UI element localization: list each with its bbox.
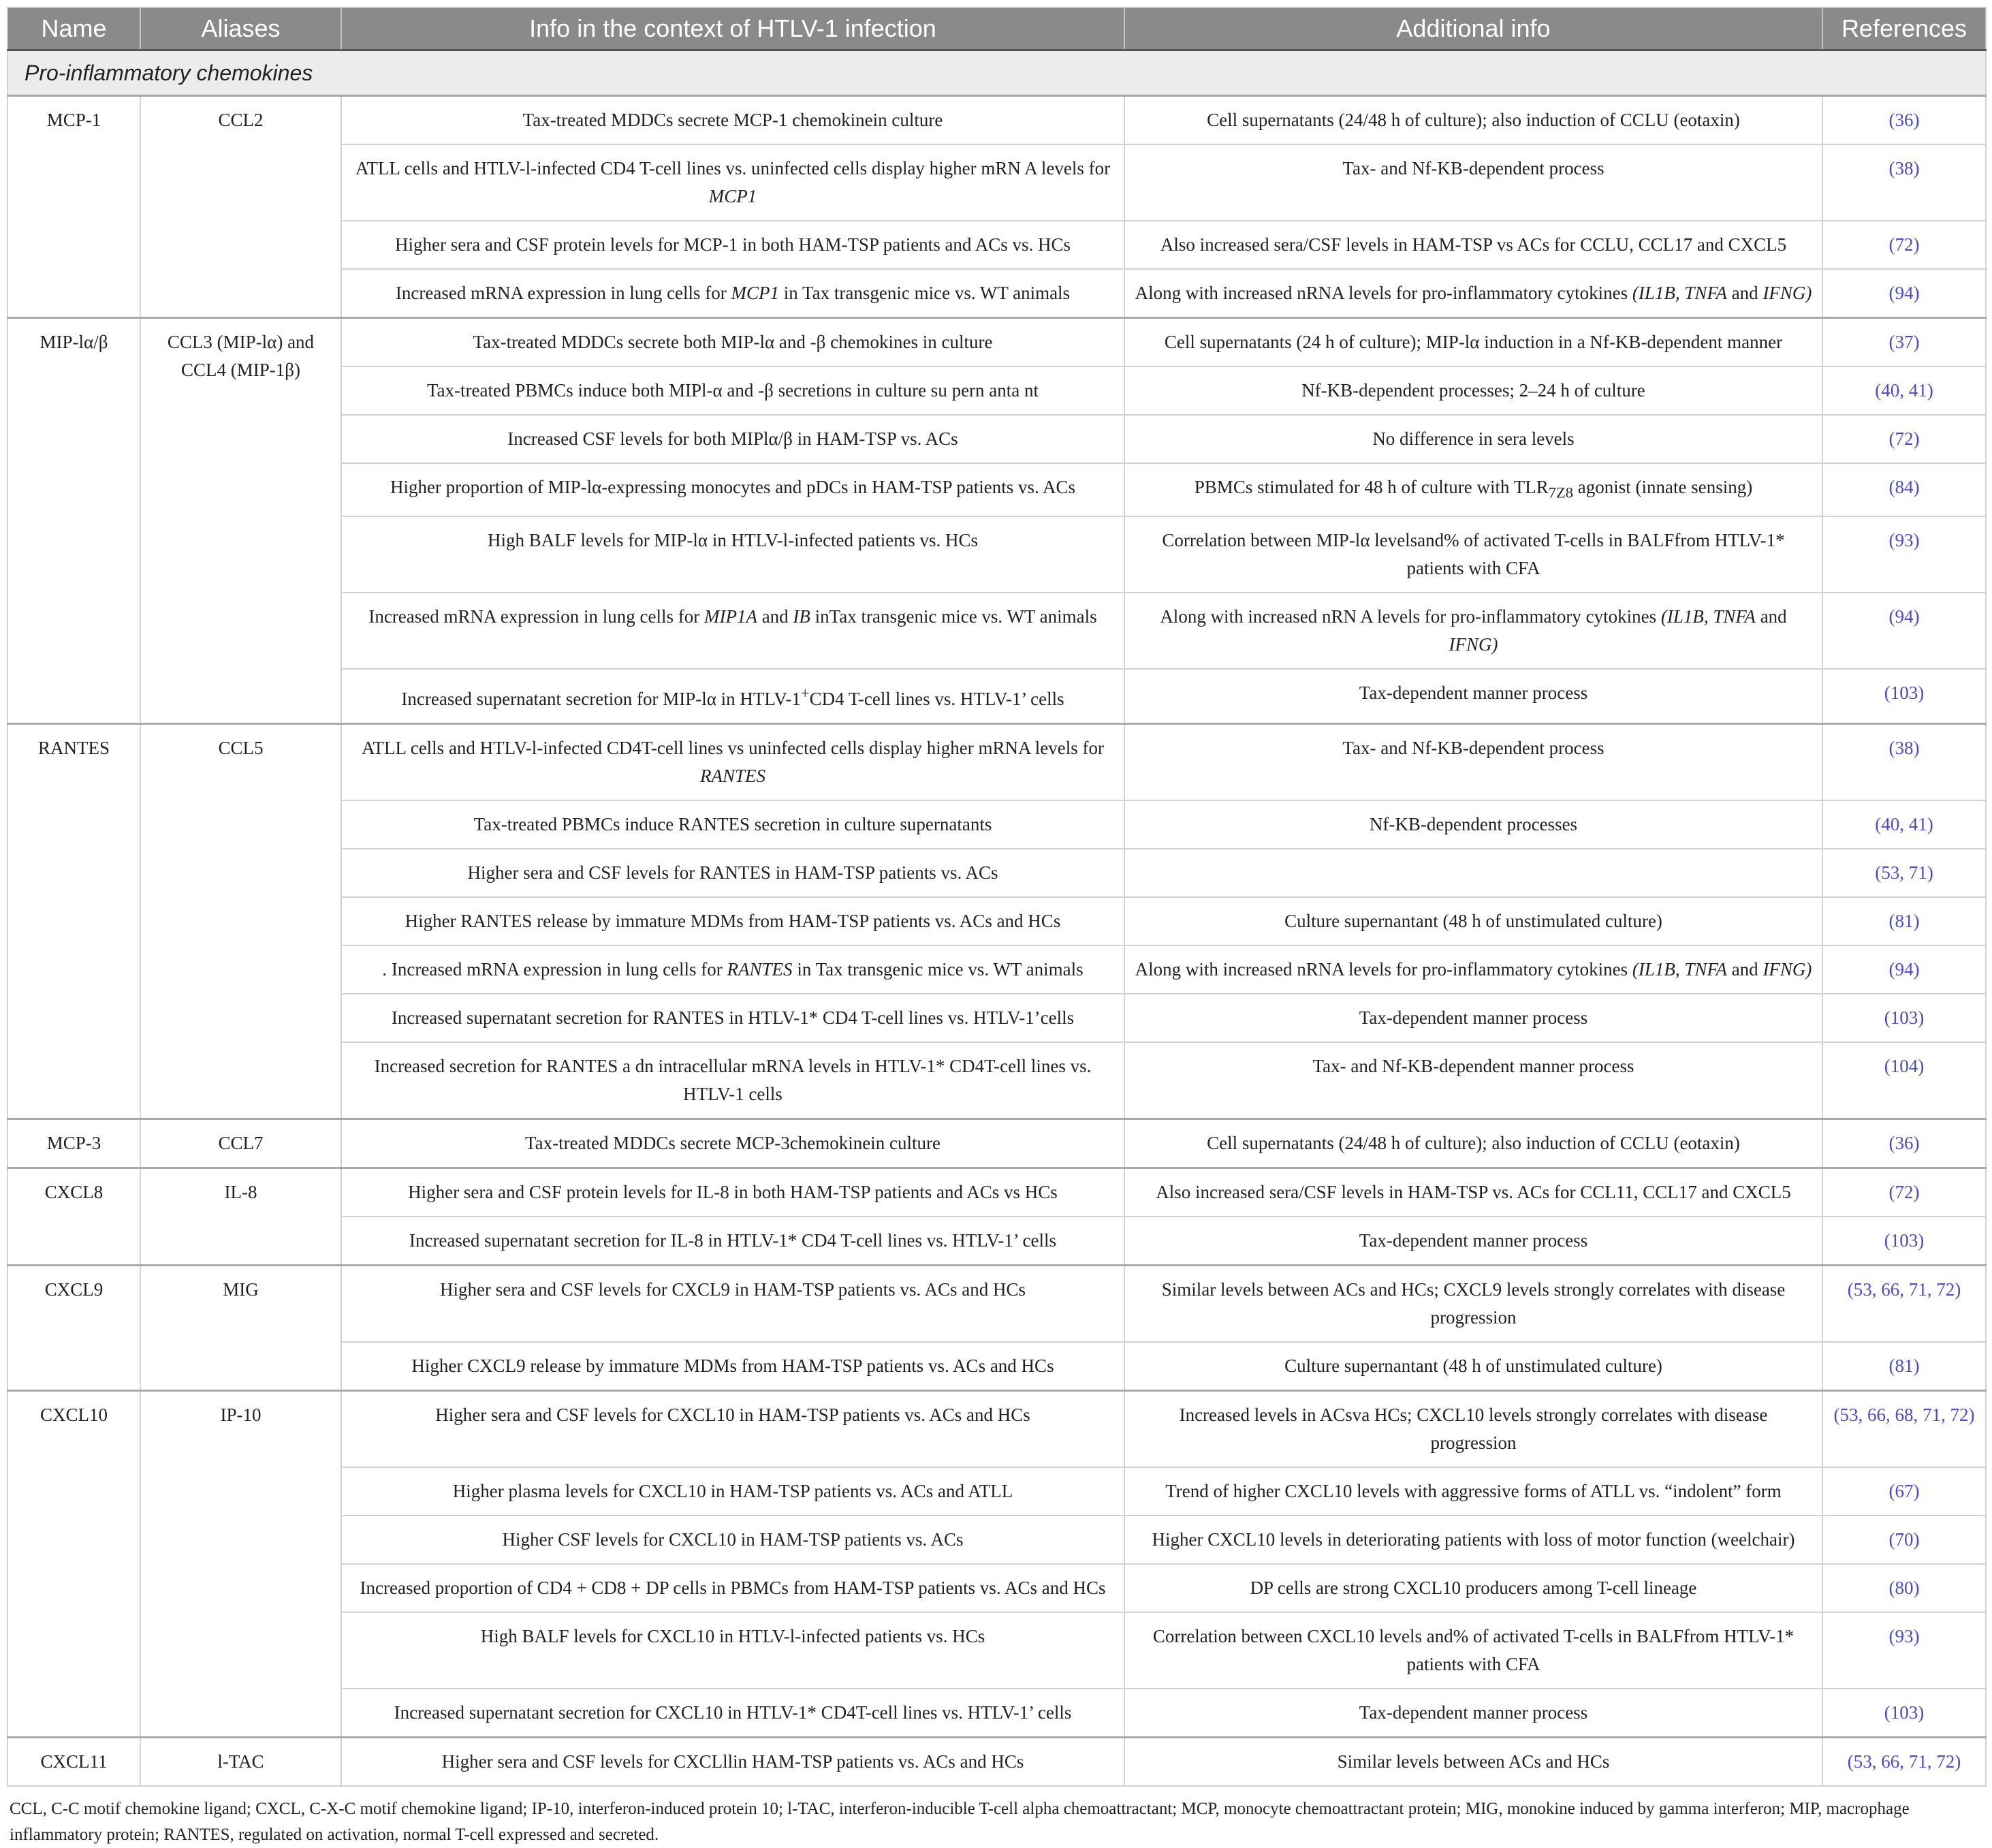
additional-info-cell: Cell supernatants (24 h of culture); MIP-lα induction in a Nf-KB-dependent manner xyxy=(1124,318,1822,367)
header-references: References xyxy=(1822,7,1986,50)
additional-info-cell: Tax-dependent manner process xyxy=(1124,994,1822,1042)
references-link[interactable]: (53, 66, 71, 72) xyxy=(1822,1738,1986,1787)
chemokine-name: MCP-1 xyxy=(7,96,140,318)
references-link[interactable]: (104) xyxy=(1822,1042,1986,1119)
chemokine-name: CXCL10 xyxy=(7,1391,140,1738)
chemokine-aliases: IP-10 xyxy=(140,1391,341,1738)
info-cell: ATLL cells and HTLV-l-infected CD4T-cell lines vs uninfected cells display higher mRNA levels for RANTES xyxy=(341,724,1124,801)
additional-info-cell: Tax-dependent manner process xyxy=(1124,1217,1822,1266)
additional-info-cell: Along with increased nRNA levels for pro-inflammatory cytokines (IL1B, TNFA and IFNG) xyxy=(1124,269,1822,318)
chemokine-aliases: CCL2 xyxy=(140,96,341,318)
references-link[interactable]: (36) xyxy=(1822,96,1986,145)
references-link[interactable]: (72) xyxy=(1822,221,1986,269)
additional-info-cell: Cell supernatants (24/48 h of culture); also induction of CCLU (eotaxin) xyxy=(1124,1119,1822,1168)
additional-info-cell: No difference in sera levels xyxy=(1124,415,1822,463)
references-link[interactable]: (40, 41) xyxy=(1822,366,1986,415)
references-link[interactable]: (70) xyxy=(1822,1516,1986,1564)
info-cell: Tax-treated MDDCs secrete both MIP-lα and -β chemokines in culture xyxy=(341,318,1124,367)
info-cell: Higher sera and CSF protein levels for MCP-1 in both HAM-TSP patients and ACs vs. HCs xyxy=(341,221,1124,269)
references-link[interactable]: (81) xyxy=(1822,897,1986,945)
chemokine-table-container xyxy=(7,7,1985,1848)
section-title: Pro-inflammatory chemokines xyxy=(7,50,1986,96)
info-cell: High BALF levels for MIP-lα in HTLV-l-infected patients vs. HCs xyxy=(341,516,1124,593)
info-cell: Higher CSF levels for CXCL10 in HAM-TSP patients vs. ACs xyxy=(341,1516,1124,1564)
chemokine-name: CXCL9 xyxy=(7,1266,140,1391)
references-link[interactable]: (53, 71) xyxy=(1822,849,1986,897)
additional-info-cell: Increased levels in ACsva HCs; CXCL10 levels strongly correlates with disease progression xyxy=(1124,1391,1822,1468)
chemokine-aliases: MIG xyxy=(140,1266,341,1391)
info-cell: Higher CXCL9 release by immature MDMs from HAM-TSP patients vs. ACs and HCs xyxy=(341,1342,1124,1391)
references-link[interactable]: (38) xyxy=(1822,144,1986,221)
table-row xyxy=(7,1119,1986,1168)
chemokine-aliases: IL-8 xyxy=(140,1168,341,1266)
info-cell: Tax-treated PBMCs induce RANTES secretion in culture supernatants xyxy=(341,800,1124,849)
info-cell: Higher sera and CSF levels for CXCL9 in HAM-TSP patients vs. ACs and HCs xyxy=(341,1266,1124,1343)
info-cell: . Increased mRNA expression in lung cells for RANTES in Tax transgenic mice vs. WT animals xyxy=(341,945,1124,994)
references-link[interactable]: (103) xyxy=(1822,1217,1986,1266)
references-link[interactable]: (94) xyxy=(1822,269,1986,318)
additional-info-cell: Tax- and Nf-KB-dependent process xyxy=(1124,144,1822,221)
additional-info-cell: Nf-KB-dependent processes; 2–24 h of culture xyxy=(1124,366,1822,415)
additional-info-cell: Tax- and Nf-KB-dependent manner process xyxy=(1124,1042,1822,1119)
references-link[interactable]: (53, 66, 68, 71, 72) xyxy=(1822,1391,1986,1468)
table-body xyxy=(7,50,1986,1787)
additional-info-cell: Trend of higher CXCL10 levels with aggressive forms of ATLL vs. “indolent” form xyxy=(1124,1467,1822,1516)
references-link[interactable]: (53, 66, 71, 72) xyxy=(1822,1266,1986,1343)
additional-info-cell: Along with increased nRN A levels for pro-inflammatory cytokines (IL1B, TNFA and IFNG) xyxy=(1124,593,1822,669)
info-cell: Increased secretion for RANTES a dn intracellular mRNA levels in HTLV-1* CD4T-cell lines vs. HTLV-1 cells xyxy=(341,1042,1124,1119)
additional-info-cell: Tax-dependent manner process xyxy=(1124,669,1822,724)
info-cell: Higher sera and CSF levels for CXCLllin HAM-TSP patients vs. ACs and HCs xyxy=(341,1738,1124,1787)
references-link[interactable]: (37) xyxy=(1822,318,1986,367)
additional-info-cell: Correlation between CXCL10 levels and% of activated T-cells in BALFfrom HTLV-1* patients with CFA xyxy=(1124,1612,1822,1689)
references-link[interactable]: (103) xyxy=(1822,669,1986,724)
header-additional-info: Additional info xyxy=(1124,7,1822,50)
additional-info-cell: Tax-dependent manner process xyxy=(1124,1689,1822,1738)
references-link[interactable]: (72) xyxy=(1822,1168,1986,1217)
additional-info-cell: PBMCs stimulated for 48 h of culture with $TLR_{7Z8}$ agonist (innate sensing) xyxy=(1124,463,1822,516)
additional-info-cell: Tax- and Nf-KB-dependent process xyxy=(1124,724,1822,801)
info-cell: ATLL cells and HTLV-l-infected CD4 T-cell lines vs. uninfected cells display higher mRN A levels for MCP1 xyxy=(341,144,1124,221)
chemokine-table xyxy=(7,7,1987,1787)
info-cell: Tax-treated MDDCs secrete MCP-3chemokinein culture xyxy=(341,1119,1124,1168)
chemokine-aliases: CCL3 (MIP-lα) and CCL4 (MIP-1β) xyxy=(140,318,341,724)
info-cell: Increased supernatant secretion for CXCL10 in HTLV-1* CD4T-cell lines vs. HTLV-1’ cells xyxy=(341,1689,1124,1738)
header-row xyxy=(7,7,1986,50)
table-header xyxy=(7,7,1986,50)
additional-info-cell: Similar levels between ACs and HCs xyxy=(1124,1738,1822,1787)
info-cell: Increased proportion of CD4 + CD8 + DP cells in PBMCs from HAM-TSP patients vs. ACs and HCs xyxy=(341,1564,1124,1612)
chemokine-name: MIP-lα/β xyxy=(7,318,140,724)
info-cell: Higher sera and CSF levels for CXCL10 in HAM-TSP patients vs. ACs and HCs xyxy=(341,1391,1124,1468)
table-row xyxy=(7,1738,1986,1787)
header-name: Name xyxy=(7,7,140,50)
additional-info-cell: Cell supernatants (24/48 h of culture); also induction of CCLU (eotaxin) xyxy=(1124,96,1822,145)
additional-info-cell xyxy=(1124,849,1822,897)
chemokine-aliases: l-TAC xyxy=(140,1738,341,1787)
info-cell: Tax-treated MDDCs secrete MCP-1 chemokinein culture xyxy=(341,96,1124,145)
info-cell: Higher plasma levels for CXCL10 in HAM-TSP patients vs. ACs and ATLL xyxy=(341,1467,1124,1516)
header-aliases: Aliases xyxy=(140,7,341,50)
table-row xyxy=(7,724,1986,801)
references-link[interactable]: (103) xyxy=(1822,994,1986,1042)
info-cell: Higher sera and CSF levels for RANTES in HAM-TSP patients vs. ACs xyxy=(341,849,1124,897)
references-link[interactable]: (67) xyxy=(1822,1467,1986,1516)
additional-info-cell: Culture supernantant (48 h of unstimulated culture) xyxy=(1124,897,1822,945)
references-link[interactable]: (93) xyxy=(1822,516,1986,593)
chemokine-name: MCP-3 xyxy=(7,1119,140,1168)
table-row xyxy=(7,1266,1986,1343)
references-link[interactable]: (93) xyxy=(1822,1612,1986,1689)
references-link[interactable]: (38) xyxy=(1822,724,1986,801)
chemokine-name: CXCL11 xyxy=(7,1738,140,1787)
references-link[interactable]: (36) xyxy=(1822,1119,1986,1168)
additional-info-cell: Similar levels between ACs and HCs; CXCL9 levels strongly correlates with disease progression xyxy=(1124,1266,1822,1343)
info-cell: Increased mRNA expression in lung cells for MIP1A and IB inTax transgenic mice vs. WT animals xyxy=(341,593,1124,669)
info-cell: Increased supernatant secretion for MIP-lα in HTLV-1+CD4 T-cell lines vs. HTLV-1’ cells xyxy=(341,669,1124,724)
additional-info-cell: Nf-KB-dependent processes xyxy=(1124,800,1822,849)
references-link[interactable]: (103) xyxy=(1822,1689,1986,1738)
references-link[interactable]: (80) xyxy=(1822,1564,1986,1612)
additional-info-cell: Also increased sera/CSF levels in HAM-TSP vs ACs for CCLU, CCL17 and CXCL5 xyxy=(1124,221,1822,269)
additional-info-cell: Also increased sera/CSF levels in HAM-TSP vs. ACs for CCL11, CCL17 and CXCL5 xyxy=(1124,1168,1822,1217)
references-link[interactable]: (94) xyxy=(1822,945,1986,994)
info-cell: Increased mRNA expression in lung cells for MCP1 in Tax transgenic mice vs. WT animals xyxy=(341,269,1124,318)
table-row xyxy=(7,318,1986,367)
additional-info-cell: DP cells are strong CXCL10 producers among T-cell lineage xyxy=(1124,1564,1822,1612)
references-link[interactable]: (40, 41) xyxy=(1822,800,1986,849)
references-link[interactable]: (72) xyxy=(1822,415,1986,463)
chemokine-name: RANTES xyxy=(7,724,140,1119)
info-cell: Increased CSF levels for both MIPlα/β in HAM-TSP vs. ACs xyxy=(341,415,1124,463)
additional-info-cell: Culture supernantant (48 h of unstimulated culture) xyxy=(1124,1342,1822,1391)
info-cell: Higher sera and CSF protein levels for IL-8 in both HAM-TSP patients and ACs vs HCs xyxy=(341,1168,1124,1217)
table-row xyxy=(7,96,1986,145)
table-row xyxy=(7,1168,1986,1217)
additional-info-cell: Correlation between MIP-lα levelsand% of activated T-cells in BALFfrom HTLV-1* patients with CFA xyxy=(1124,516,1822,593)
info-cell: Increased supernatant secretion for RANTES in HTLV-1* CD4 T-cell lines vs. HTLV-1’cells xyxy=(341,994,1124,1042)
info-cell: High BALF levels for CXCL10 in HTLV-l-infected patients vs. HCs xyxy=(341,1612,1124,1689)
info-cell: Higher RANTES release by immature MDMs from HAM-TSP patients vs. ACs and HCs xyxy=(341,897,1124,945)
info-cell: Higher proportion of MIP-lα-expressing monocytes and pDCs in HAM-TSP patients vs. ACs xyxy=(341,463,1124,516)
info-cell: Tax-treated PBMCs induce both MIPl-α and -β secretions in culture su pern anta nt xyxy=(341,366,1124,415)
section-row xyxy=(7,50,1986,96)
references-link[interactable]: (81) xyxy=(1822,1342,1986,1391)
references-link[interactable]: (84) xyxy=(1822,463,1986,516)
header-info: Info in the context of HTLV-1 infection xyxy=(341,7,1124,50)
chemokine-name: CXCL8 xyxy=(7,1168,140,1266)
table-row xyxy=(7,1391,1986,1468)
chemokine-aliases: CCL5 xyxy=(140,724,341,1119)
info-cell: Increased supernatant secretion for IL-8 in HTLV-1* CD4 T-cell lines vs. HTLV-1’ cells xyxy=(341,1217,1124,1266)
additional-info-cell: Higher CXCL10 levels in deteriorating patients with loss of motor function (weelchair) xyxy=(1124,1516,1822,1564)
references-link[interactable]: (94) xyxy=(1822,593,1986,669)
chemokine-aliases: CCL7 xyxy=(140,1119,341,1168)
additional-info-cell: Along with increased nRNA levels for pro-inflammatory cytokines (IL1B, TNFA and IFNG) xyxy=(1124,945,1822,994)
table-footnote: CCL, C-C motif chemokine ligand; CXCL, C-X-C motif chemokine ligand; IP-10, interferon-induced protein 10; l-TAC, interferon-inducible T-cell alpha chemoattractant; MCP, monocyte chemoattractant protein; MIG, monokine induced by gamma interferon; MIP, macrophage inflammatory protein; RANTES, regulated on activation, normal T-cell expressed and secreted. xyxy=(10,1800,1910,1845)
